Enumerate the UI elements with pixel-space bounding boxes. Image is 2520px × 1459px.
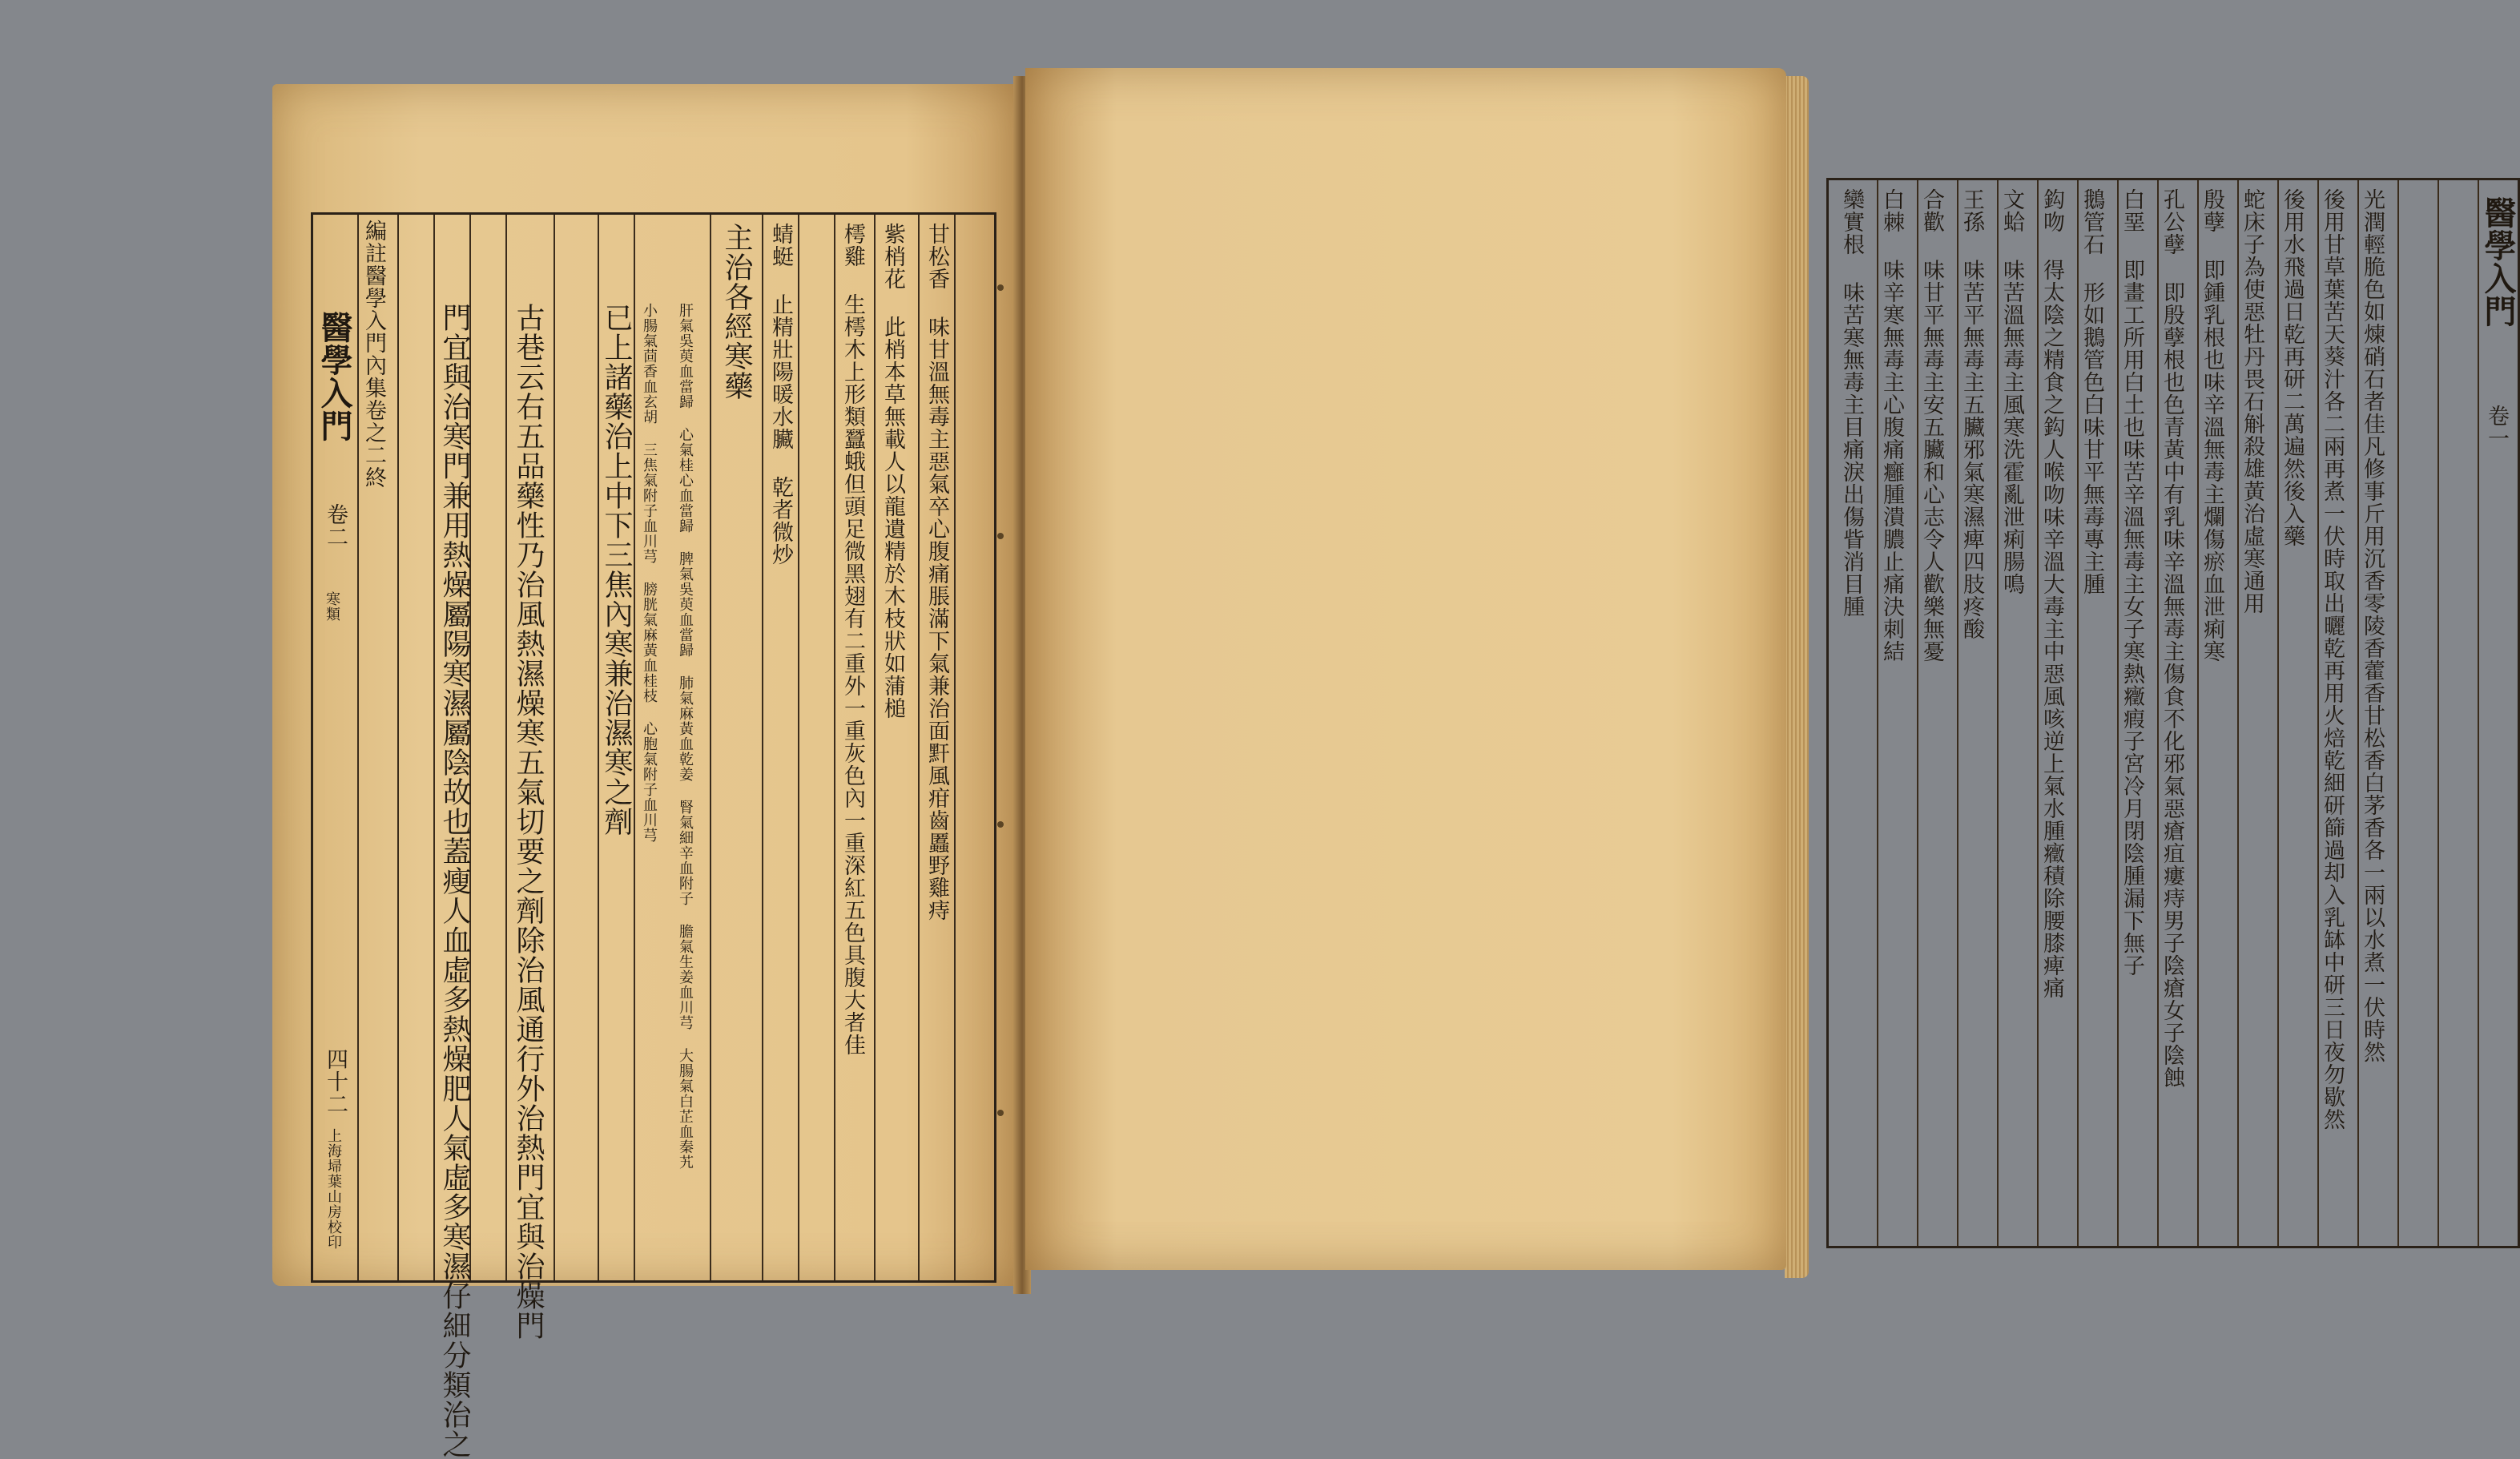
- right-column-9: 鈎吻 得太陰之精食之鈎人喉吻味辛溫大毒主中惡風咳逆上氣水腫癥積除腰膝痺痛: [2039, 188, 2064, 999]
- left-spine-page: 四十二: [323, 1048, 348, 1115]
- right-column-8: 鵝管石 形如鵝管色白味甘平無毒專主腫: [2079, 188, 2104, 595]
- left-page: [272, 84, 1017, 1459]
- right-column-1: 光潤輕脆色如煉硝石者佳凡修事斤用沉香零陵香藿香甘松香白茅香各一兩以水煮一伏時然: [2360, 188, 2385, 1063]
- right-column-14: 欒實根 味苦寒無毒主目痛淚出傷眥消目腫: [1839, 188, 1864, 618]
- colophon: 編註醫學入門內集卷之二終: [361, 220, 386, 489]
- right-column-6: 孔公孽 即殷孽根也色青黃中有乳味辛溫無毒主傷食不化邪氣惡瘡疽瘻痔男子陰瘡女子陰蝕: [2160, 188, 2184, 1089]
- left-page-frame: [311, 212, 996, 1459]
- page-edges: [1785, 76, 1809, 1278]
- left-column-1: 古巷云右五品藥性乃治風熱濕燥寒五氣切要之劑除治風通行外治熱門宜與治燥門: [512, 303, 545, 1340]
- right-spine-title: 醫學入門: [2479, 196, 2517, 328]
- left-column-9: 紫梢花 此梢本草無載人以龍遺精於木枝狀如蒲槌: [880, 223, 905, 719]
- left-column-3: 已上諸藥治上中下三焦內寒兼治濕寒之劑: [600, 303, 633, 836]
- right-column-7: 白堊 即畫工所用白土也味苦辛溫無毒主女子寒熱癥瘕子宮冷月閉陰腫漏下無子: [2119, 188, 2144, 977]
- left-column-10: 甘松香 味甘溫無毒主惡氣卒心腹痛脹滿下氣兼治面䵟風疳齒䘌野雞痔: [924, 223, 949, 921]
- publisher-imprint: 上海埽葉山房校印: [325, 1128, 342, 1250]
- left-column-7: 蜻蜓 止精壯陽暖水臟 乾者微炒: [768, 223, 793, 566]
- right-page: [1025, 68, 2517, 1270]
- left-column-5: 肝氣吳萸血當歸 心氣桂心血當歸 脾氣吳萸血當歸 肺氣麻黃血乾姜 腎氣細辛血附子 膽氣生姜血川芎 大腸氣白芷血秦艽: [677, 303, 694, 1170]
- left-column-6: 主治各經寒藥: [720, 223, 753, 401]
- right-page-frame: [1826, 178, 2520, 1248]
- left-spine-volume: 卷二: [323, 503, 348, 548]
- right-column-4: 蛇床子為使惡牡丹畏石斛殺雄黃治虛寒通用: [2240, 188, 2264, 615]
- left-column-2: 門宜與治寒門兼用熱燥屬陽寒濕屬陰故也蓋瘦人血虛多熱燥肥人氣虛多寒濕仔細分類治之: [438, 303, 471, 1459]
- left-column-4: 小腸氣茴香血玄胡 三焦氣附子血川芎 膀胱氣麻黃血桂枝 心胞氣附子血川芎: [641, 303, 658, 843]
- right-spine-volume: 卷一: [2484, 405, 2509, 449]
- left-spine-title: 醫學入門: [316, 311, 353, 442]
- right-column-2: 後用甘草葉苦天葵汁各二兩再煮一伏時取出曬乾再用火焙乾細研篩過却入乳缽中研三日夜勿歇然: [2320, 188, 2345, 1131]
- left-column-8: 樗雞 生樗木上形類蠶蛾但頭足微黑翅有二重外一重灰色內一重深紅五色具腹大者佳: [840, 223, 865, 1056]
- left-spine-category: 寒類: [324, 591, 340, 622]
- right-column-12: 合歡 味甘平無毒主安五臟和心志令人歡樂無憂: [1919, 188, 1944, 663]
- open-book: [272, 68, 2517, 1459]
- right-column-5: 殷孽 即鍾乳根也味辛溫無毒主爛傷瘀血泄痢寒: [2200, 188, 2224, 663]
- right-column-10: 文蛤 味苦溫無毒主風寒洗霍亂泄痢腸鳴: [1999, 188, 2024, 595]
- right-column-11: 王孫 味苦平無毒主五臟邪氣寒濕痺四肢疼酸: [1959, 188, 1984, 640]
- right-column-13: 白棘 味辛寒無毒主心腹痛癰腫潰膿止痛決刺結: [1879, 188, 1904, 663]
- right-column-3: 後用水飛過日乾再研二萬遍然後入藥: [2280, 188, 2305, 547]
